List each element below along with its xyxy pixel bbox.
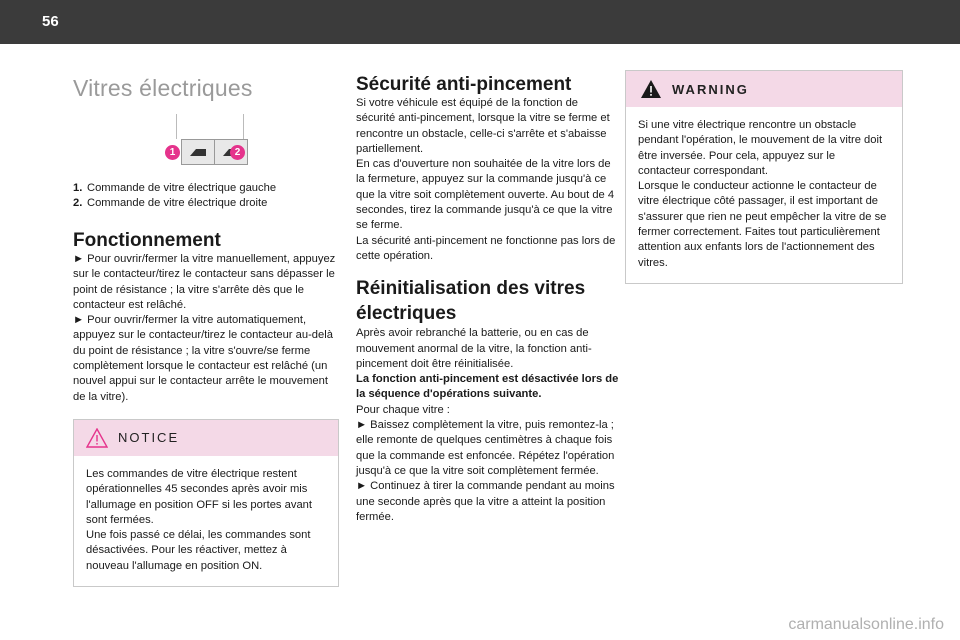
left-window-switch-icon	[181, 139, 215, 165]
figure-legend	[73, 181, 338, 211]
middle-column	[356, 70, 620, 525]
right-column	[625, 70, 901, 284]
left-column	[73, 70, 338, 587]
section-heading: Fonctionnement	[73, 230, 221, 251]
callout-1: 1	[165, 145, 180, 160]
paragraph: Pour chaque vitre :	[356, 403, 450, 416]
notice-header	[74, 420, 338, 456]
window-switch-figure	[73, 114, 338, 170]
figure-line	[176, 114, 177, 139]
paragraph: ► Pour ouvrir/fermer la vitre manuellement, appuyez sur le contacteur/tirez le contacteur sans dépasser le point de résistance ; la vitre s'arrête dès que le contacteur est relâché.	[73, 253, 336, 311]
notice-title: NOTICE	[118, 430, 180, 446]
notice-body	[74, 456, 338, 586]
legend-text: Commande de vitre électrique gauche	[87, 182, 277, 194]
warning-box	[625, 70, 903, 284]
section-heading: Sécurité anti-pincement	[356, 74, 572, 95]
warning-body	[626, 107, 902, 283]
warning-triangle-icon	[640, 79, 662, 99]
paragraph-bold	[356, 372, 620, 403]
bold-text: La fonction anti-pincement est désactivée lors de la séquence d'opérations suivante.	[356, 373, 619, 401]
notice-box	[73, 419, 339, 587]
watermark: carmanualsonline.info	[788, 616, 944, 633]
legend-item	[73, 181, 338, 196]
page-number: 56	[42, 13, 59, 30]
paragraph: La sécurité anti-pincement ne fonctionne pas lors de cette opération.	[356, 234, 616, 262]
legend-item	[73, 196, 338, 211]
legend-text: Commande de vitre électrique droite	[87, 197, 268, 209]
page-title: Vitres électriques	[73, 75, 253, 101]
callout-2: 2	[230, 145, 245, 160]
notice-text: Une fois passé ce délai, les commandes sont désactivées. Pour les réactiver, mettez à nouveau l'allumage en position ON.	[86, 529, 311, 572]
warning-title: WARNING	[672, 81, 749, 97]
paragraph: ► Pour ouvrir/fermer la vitre automatiquement, appuyez sur le contacteur/tirez le contacteur au-delà du point de résistance ; la vitre s'ouvre/se ferme complètement lorsque le contacteur est relâché (un nouvel appui sur le contacteur arrête le mouvement de la vitre).	[73, 314, 333, 403]
legend-number: 2.	[73, 197, 83, 209]
warning-text: Si une vitre électrique rencontre un obstacle pendant l'opération, le mouvement de la vitre doit être inversée. Pour cela, appuyez sur le contacteur correspondant.	[638, 119, 883, 177]
figure-line	[243, 114, 244, 139]
warning-header	[626, 71, 902, 107]
paragraph: Si votre véhicule est équipé de la fonction de sécurité anti-pincement, lorsque la vitre se ferme et rencontre un obstacle, celle-ci s'arrête et s'abaisse partiellement.	[356, 97, 610, 155]
header-bar	[0, 0, 960, 44]
paragraph: Après avoir rebranché la batterie, ou en cas de mouvement anormal de la vitre, la fonction anti-pincement doit être réinitialisée.	[356, 327, 592, 370]
paragraph: ► Baissez complètement la vitre, puis remontez-la ; elle remonte de quelques centimètres à chaque fois que la commande est enfoncée. Répétez l'opération jusqu'à ce que la vitre soit complètement fermée.	[356, 419, 615, 477]
notice-text: Les commandes de vitre électrique restent opérationnelles 45 secondes après avoir mis l'allumage en position OFF si les portes avant sont fermées.	[86, 467, 312, 526]
warning-text: Lorsque le conducteur actionne le contacteur de vitre électrique côté passager, il est important de s'assurer que rien ne peut empêcher la vitre de se fermer correctement. Faites tout particulièrement attention aux enfants lors de l'actionnement des vitres.	[638, 180, 887, 269]
legend-number: 1.	[73, 182, 83, 194]
paragraph: ► Continuez à tirer la commande pendant au moins une seconde après que la vitre a atteint la position fermée.	[356, 480, 615, 523]
section-heading: Réinitialisation des vitres électriques	[356, 278, 586, 325]
paragraph: En cas d'ouverture non souhaitée de la vitre lors de la fermeture, appuyez sur la commande jusqu'à ce que la vitre soit complètement ouverte. Au bout de 4 secondes, tirez la commande jusqu'à ce que la vitre se ferme.	[356, 158, 615, 232]
warning-triangle-icon	[86, 428, 108, 448]
